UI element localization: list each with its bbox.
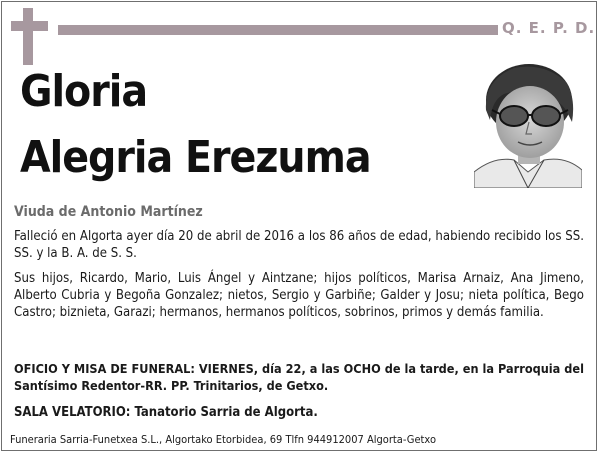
deceased-surnames: Alegria Erezuma [20,132,371,183]
family-paragraph: Sus hijos, Ricardo, Mario, Luis Ángel y Aintzane; hijos políticos, Marisa Arnaiz, Ana Jimeno, Alberto Cubria y Begoña Gonzalez; nietos, Sergio y Garbiñe; Galder y Josu; nieta política, Bego Castro; biznieta, Garazi; hermanos, hermanos políticos, sobrinos, primos y demás familia. [14,271,584,320]
cross-horizontal-bar [11,21,48,31]
death-notice-paragraph: Falleció en Algorta ayer día 20 de abril de 2016 a los 86 años de edad, habiendo recibido los SS. SS. y la B. A. de S. S. [14,229,584,261]
portrait-image [474,60,582,188]
velatorio-paragraph: SALA VELATORIO: Tanatorio Sarria de Algorta. [14,405,318,420]
deceased-first-name: Gloria [20,66,148,117]
funeral-paragraph: OFICIO Y MISA DE FUNERAL: VIERNES, día 22, a las OCHO de la tarde, en la Parroquia del Santísimo Redentor-RR. PP. Trinitarios, de Getxo. [14,361,584,393]
deceased-photo [474,60,582,188]
header-rule [58,25,498,35]
cross-vertical-bar [23,8,33,65]
widow-line: Viuda de Antonio Martínez [14,204,203,220]
qepd-label: Q. E. P. D. [502,19,596,37]
funeral-home-footer: Funeraria Sarria-Funetxea S.L., Algortako Etorbidea, 69 Tlfn 944912007 Algorta-Getxo [10,433,437,446]
